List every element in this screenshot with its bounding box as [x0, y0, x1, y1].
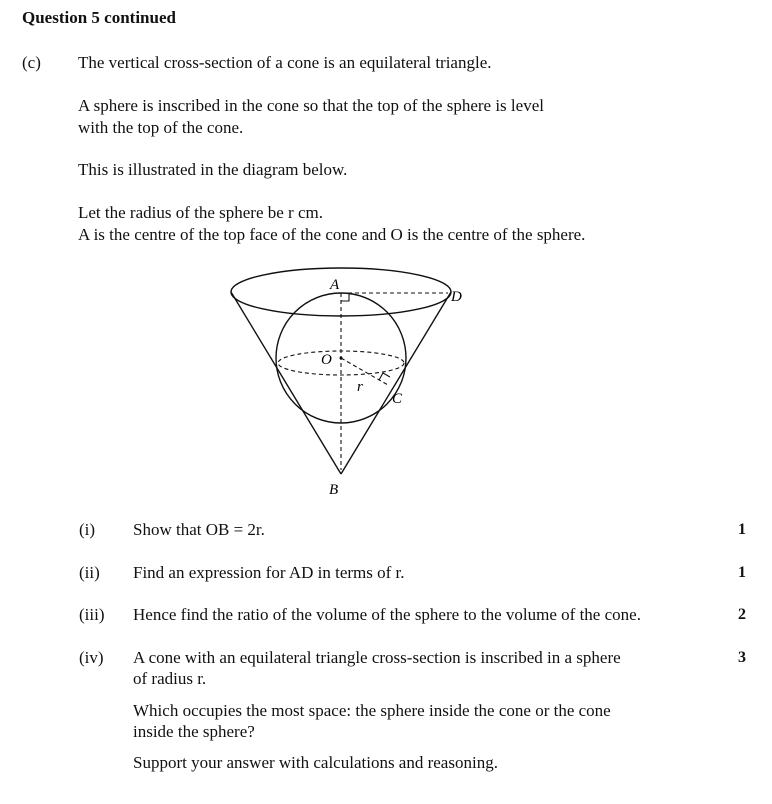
subpart-ii-text: Find an expression for AD in terms of r.	[133, 563, 405, 582]
cone-left-side	[231, 292, 341, 474]
part-label: (c)	[22, 53, 41, 72]
subpart-i-marks: 1	[738, 521, 746, 538]
subpart-iii-marks: 2	[738, 606, 746, 623]
subpart-iv-line-1: A cone with an equilateral triangle cross-section is inscribed in a sphere	[133, 648, 621, 667]
radius-line-OC	[341, 358, 388, 385]
label-C: C	[392, 391, 403, 407]
label-B: B	[329, 482, 339, 498]
right-angle-C	[379, 373, 390, 380]
subpart-i-text: Show that OB = 2r.	[133, 520, 265, 539]
subpart-ii-label: (ii)	[79, 563, 100, 582]
subpart-iii-text: Hence find the ratio of the volume of the sphere to the volume of the cone.	[133, 605, 641, 624]
subpart-iv-line-3: Which occupies the most space: the sphere inside the cone or the cone	[133, 701, 611, 720]
right-angle-A	[341, 293, 349, 301]
subpart-iv-line-2: of radius r.	[133, 669, 207, 688]
intro-line-1: The vertical cross-section of a cone is an equilateral triangle.	[78, 53, 492, 72]
point-O	[340, 357, 343, 360]
label-A: A	[330, 277, 340, 293]
intro-line-5: Let the radius of the sphere be r cm.	[78, 203, 323, 222]
subpart-i-label: (i)	[79, 520, 96, 539]
label-O: O	[321, 352, 332, 368]
subpart-iv-label: (iv)	[79, 648, 104, 667]
subpart-iv-marks: 3	[738, 649, 746, 666]
intro-line-6: A is the centre of the top face of the cone and O is the centre of the sphere.	[78, 225, 586, 244]
subpart-iii-label: (iii)	[79, 605, 105, 624]
subpart-iv-line-5: Support your answer with calculations and reasoning.	[133, 753, 498, 772]
intro-line-3: with the top of the cone.	[78, 118, 244, 137]
label-r: r	[357, 379, 363, 395]
label-D: D	[451, 289, 462, 305]
subpart-iv-line-4: inside the sphere?	[133, 722, 255, 741]
subpart-ii-marks: 1	[738, 564, 746, 581]
intro-line-4: This is illustrated in the diagram below.	[78, 160, 348, 179]
intro-line-2: A sphere is inscribed in the cone so that the top of the sphere is level	[78, 96, 544, 115]
question-heading: Question 5 continued	[22, 8, 176, 27]
